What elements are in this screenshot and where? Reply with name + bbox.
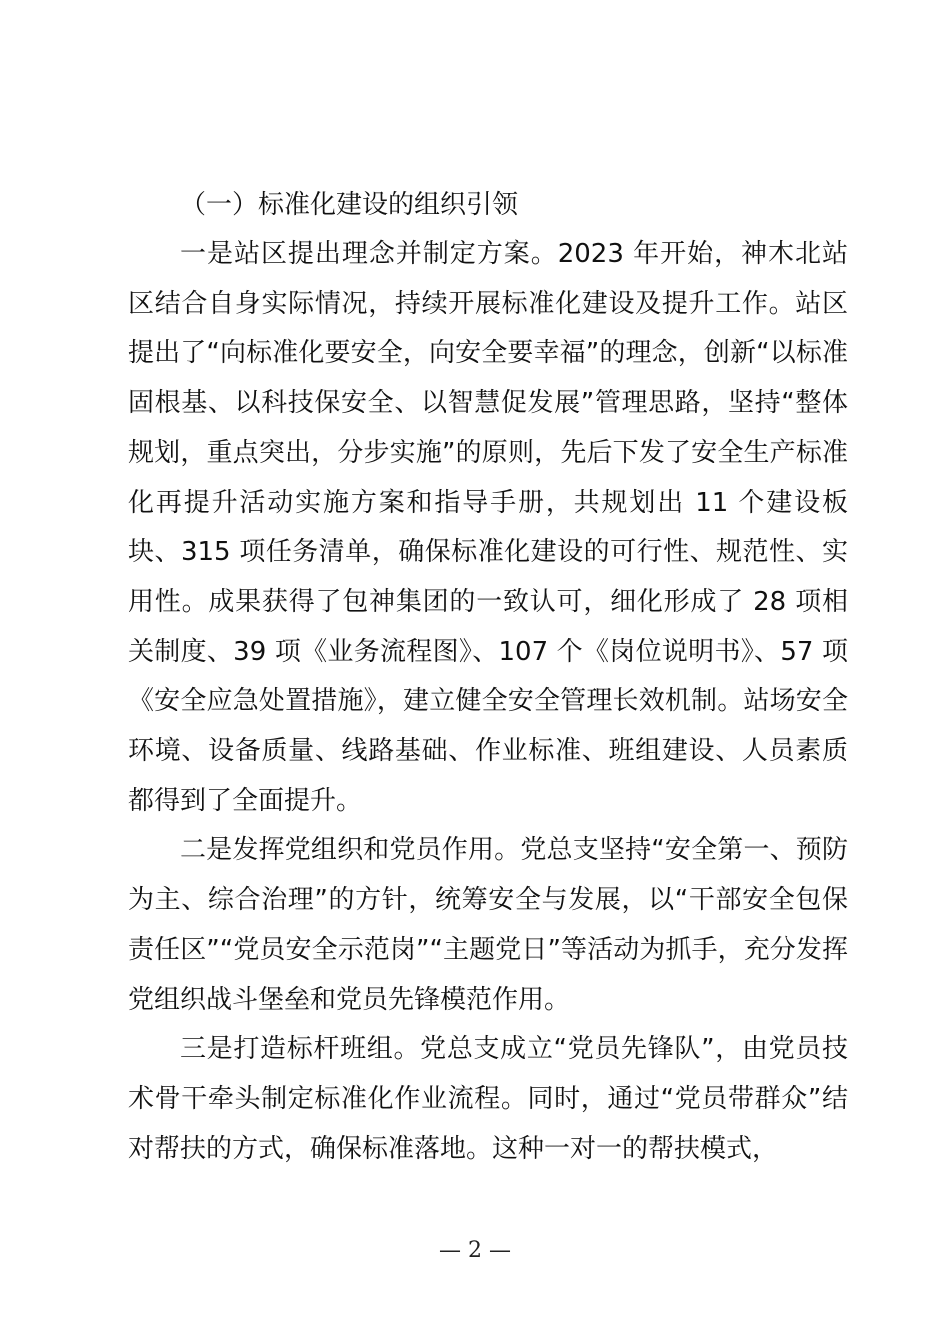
page-number: — 2 —	[439, 1238, 511, 1263]
section-heading: （一）标准化建设的组织引领	[180, 190, 519, 220]
document-body	[128, 180, 848, 1174]
paragraph-1: 一是站区提出理念并制定方案。2023 年开始，神木北站区结合自身实际情况，持续开展标准化建设及提升工作。站区提出了“向标准化要安全，向安全要幸福”的理念，创新“以标准固根基、以科技保安全、以智慧促发展”管理思路，坚持“整体规划，重点突出，分步实施”的原则，先后下发了安全生产标准化再提升活动实施方案和指导手册，共规划出 11 个建设板块、315 项任务清单，确保标准化建设的可行性、规范性、实用性。成果获得了包神集团的一致认可，细化形成了 28 项相关制度、39 项《业务流程图》、107 个《岗位说明书》、57 项《安全应急处置措施》，建立健全安全管理长效机制。站场安全环境、设备质量、线路基础、作业标准、班组建设、人员素质都得到了全面提升。	[128, 239, 848, 816]
paragraph-3: 三是打造标杆班组。党总支成立“党员先锋队”，由党员技术骨干牵头制定标准化作业流程。同时，通过“党员带群众”结对帮扶的方式，确保标准落地。这种一对一的帮扶模式，	[128, 1034, 848, 1164]
paragraph-2: 二是发挥党组织和党员作用。党总支坚持“安全第一、预防为主、综合治理”的方针，统筹安全与发展，以“干部安全包保责任区”“党员安全示范岗”“主题党日”等活动为抓手，充分发挥党组织战斗堡垒和党员先锋模范作用。	[128, 835, 848, 1015]
